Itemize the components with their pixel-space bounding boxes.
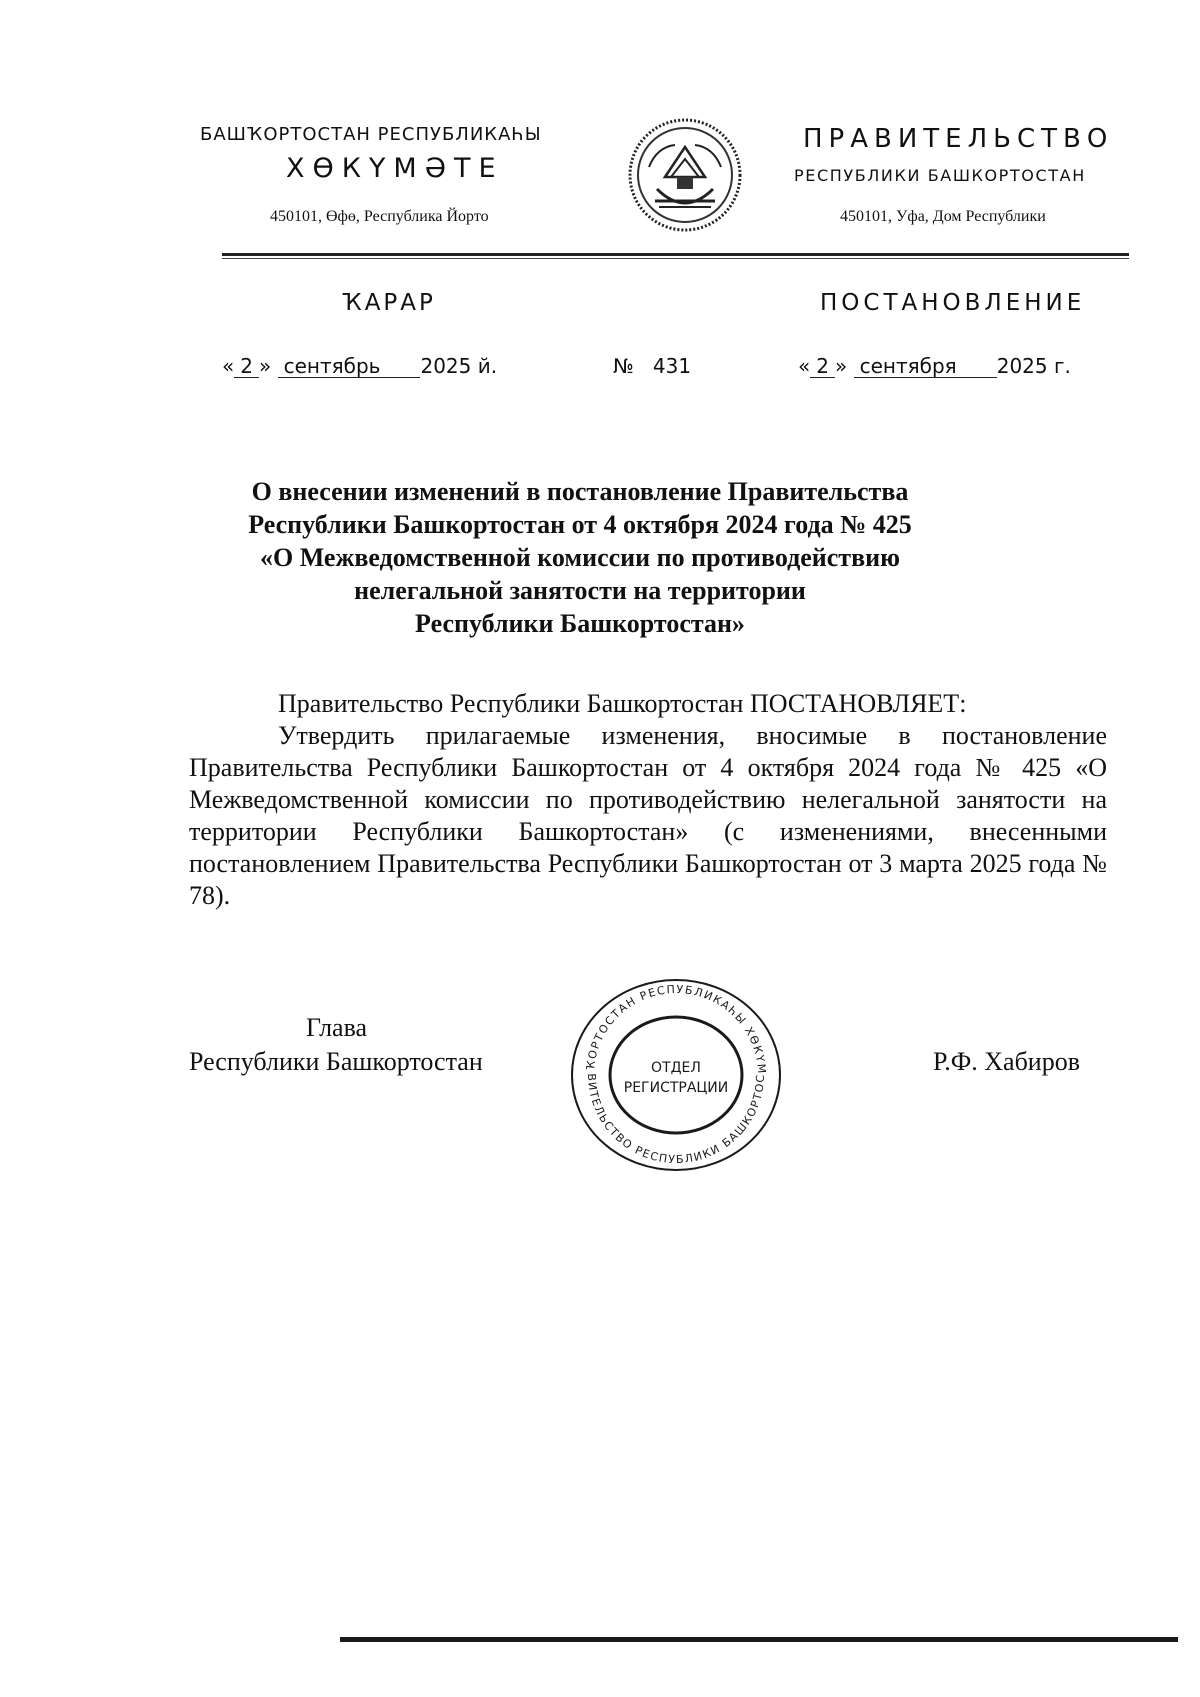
registration-stamp [566,975,786,1175]
signatory-name: Р.Ф. Хабиров [933,1047,1080,1076]
stamp-outer-top: ҠОРТОСТАН РЕСПУБЛИКАҺЫ ХӨКҮМ [584,982,769,1076]
stamp-center-line1: ОТДЕЛ [651,1060,701,1076]
bottom-divider [340,1637,1178,1642]
stamp-outer-bottom: ВИТЕЛЬСТВО РЕСПУБЛИКИ БАШКОРТОС [584,1073,768,1167]
date-day: 2 [234,356,259,378]
signatory-org: Республики Башкортостан [189,1047,483,1076]
coat-of-arms-icon [627,117,743,233]
right-address: 450101, Уфа, Дом Республики [840,208,1046,225]
date-russian [798,354,1071,378]
date-close-quote: » [834,354,848,378]
date-year: 2025 й. [420,354,498,378]
date-bashkir [222,354,497,378]
left-org-name: БАШҠОРТОСТАН РЕСПУБЛИКАҺЫ [200,124,542,145]
doc-type-bashkir: ҠАРАР [342,290,436,316]
signatory-title: Глава [306,1013,368,1042]
date-open-quote: « [222,354,235,378]
date-day: 2 [810,356,835,378]
title-line: Республики Башкортостан от 4 октября 2024 года № 425 [248,510,912,539]
right-government-name: ПРАВИТЕЛЬСТВО [803,124,1114,154]
left-government-name: ХӨКҮМӘТЕ [286,153,504,184]
doc-type-russian: ПОСТАНОВЛЕНИЕ [820,290,1086,316]
header-divider [222,253,1129,256]
resolution-paragraph: Утвердить прилагаемые изменения, вносимые в постановление Правительства Республики Башкортостан от 4 октября 2024 года № 425 «О Межведомственной комиссии по противодействию нелегальной занятости на территории Республики Башкортостан» (с изменениями, внесенными постановлением Правительства Республики Башкортостан от 3 марта 2025 года № 78). [189,721,1107,910]
title-line: Республики Башкортостан» [415,609,745,638]
document-number: № 431 [613,354,692,378]
date-close-quote: » [258,354,272,378]
document-title [200,475,960,640]
title-line: «О Межведомственной комиссии по противодействию [260,543,900,572]
title-line: О внесении изменений в постановление Правительства [251,477,909,506]
stamp-center-line2: РЕГИСТРАЦИИ [623,1080,729,1096]
date-open-quote: « [798,354,811,378]
right-org-name: РЕСПУБЛИКИ БАШКОРТОСТАН [794,166,1086,185]
header-divider-thin [222,258,1129,259]
date-month: сентября [854,356,997,378]
title-line: нелегальной занятости на территории [354,576,806,605]
left-address: 450101, Өфө, Республика Йорто [270,208,489,225]
preamble: Правительство Республики Башкортостан ПОСТАНОВЛЯЕТ: [278,689,967,718]
date-month: сентябрь [278,356,421,378]
document-body [189,688,1107,912]
date-year: 2025 г. [996,354,1071,378]
